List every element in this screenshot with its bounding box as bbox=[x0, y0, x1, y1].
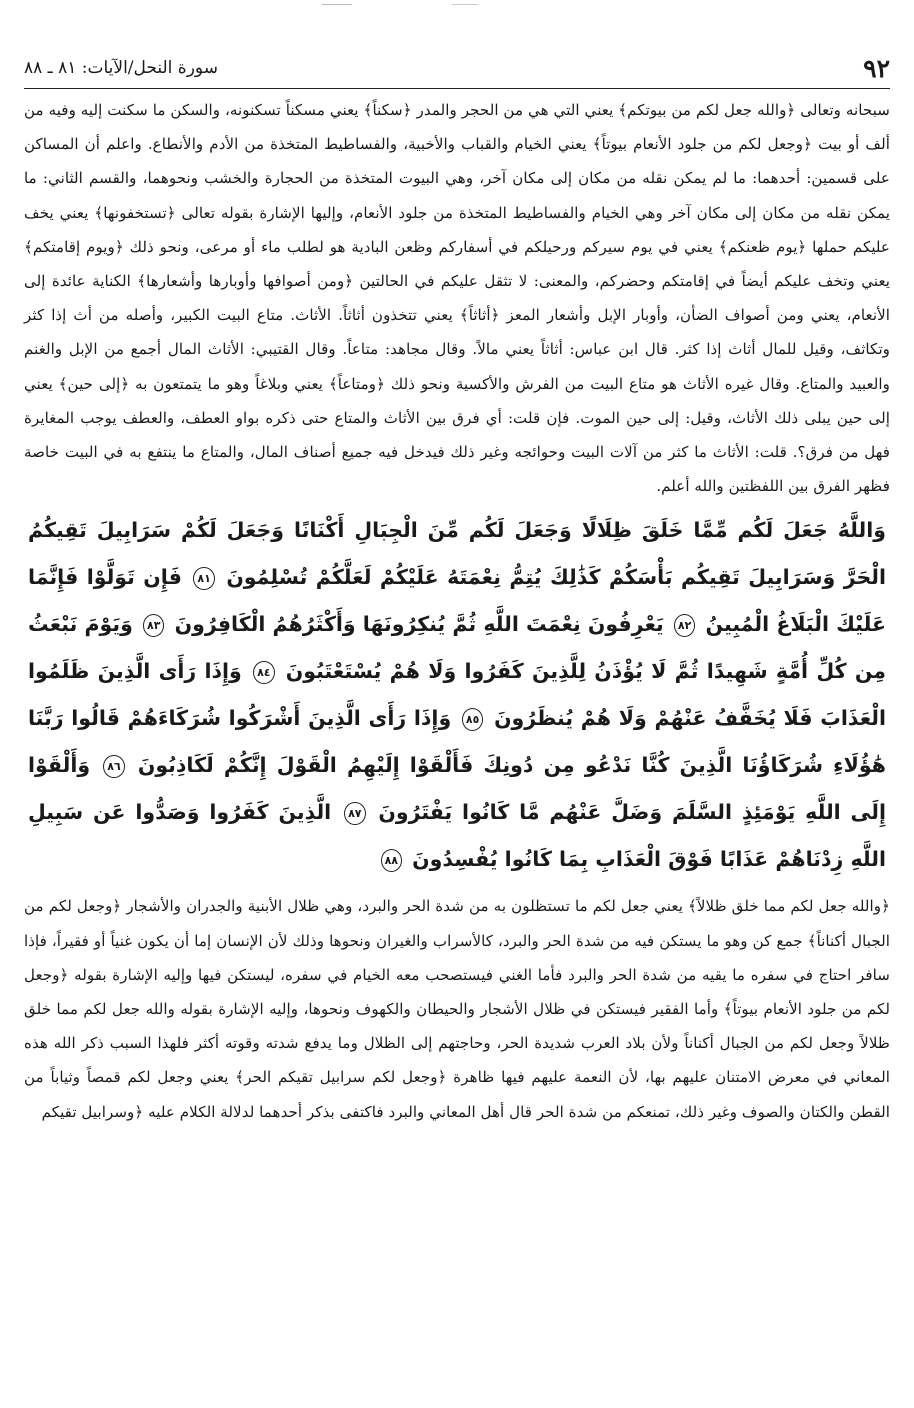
verse-text: وَاللَّهُ جَعَلَ لَكُم مِّمَّا خَلَقَ ظِلَالًا وَجَعَلَ لَكُم مِّنَ الْجِبَالِ أَكْنَانًا وَجَعَلَ لَكُمْ سَرَابِيلَ تَقِيكُمُ الْحَرَّ وَسَرَابِيلَ تَقِيكُم بَأْسَكُمْ كَذَٰلِكَ يُتِمُّ نِعْمَتَهُ عَلَيْكُمْ لَعَلَّكُمْ تُسْلِمُونَ bbox=[28, 518, 887, 590]
ayah-number-marker: ٨٨ bbox=[381, 849, 402, 872]
verse-text: وَإِذَا رَأَى الَّذِينَ ظَلَمُوا الْعَذَابَ فَلَا يُخَفَّفُ عَنْهُمْ وَلَا هُمْ يُنظَرُونَ bbox=[28, 659, 886, 731]
verse-text: فَإِن تَوَلَّوْا فَإِنَّمَا عَلَيْكَ الْبَلَاغُ الْمُبِينُ bbox=[28, 565, 886, 637]
ayah-number-marker: ٨٦ bbox=[103, 755, 124, 778]
page-number: ٩٢ bbox=[863, 54, 890, 83]
quran-verses-block bbox=[24, 507, 890, 883]
scan-mark bbox=[322, 4, 352, 5]
scan-mark bbox=[452, 4, 478, 5]
book-page bbox=[24, 48, 890, 1129]
ayah-number-marker: ٨٥ bbox=[462, 708, 483, 731]
ayah-number-marker: ٨٧ bbox=[344, 802, 365, 825]
verse-text: وَيَوْمَ نَبْعَثُ مِن كُلِّ أُمَّةٍ شَهِيدًا ثُمَّ لَا يُؤْذَنُ لِلَّذِينَ كَفَرُوا وَلَا هُمْ يُسْتَعْتَبُونَ bbox=[28, 612, 887, 684]
page-header bbox=[24, 48, 890, 89]
verse-text: وَأَلْقَوْا إِلَى اللَّهِ يَوْمَئِذٍ السَّلَمَ وَضَلَّ عَنْهُم مَّا كَانُوا يَفْتَرُونَ bbox=[28, 753, 887, 825]
ayah-number-marker: ٨٢ bbox=[674, 614, 695, 637]
ayah-number-marker: ٨٣ bbox=[143, 614, 164, 637]
commentary-paragraph-1: سبحانه وتعالى ﴿والله جعل لكم من بيوتكم﴾ يعني التي هي من الحجر والمدر ﴿سكناً﴾ يعني مسكناً تسكنونه، والسكن ما سكنت إليه وفيه من ألف أو بيت ﴿وجعل لكم من جلود الأنعام بيوتاً﴾ يعني الخيام والقباب والأخبية، والفساطيط المتخذة من الأدم والأنطاع. واعلم أن المساكن على قسمين: أحدهما: ما لم يمكن نقله من مكان إلى مكان آخر، وهي البيوت المتخذة من الحجارة والخشب ونحوهما، والقسم الثاني: ما يمكن نقله من مكان إلى مكان آخر وهي الخيام والفساطيط المتخذة من جلود الأنعام، وإليها الإشارة بقوله تعالى ﴿تستخفونها﴾ يعني يخف عليكم حملها ﴿يوم ظعنكم﴾ يعني في يوم سيركم ورحيلكم في أسفاركم وظعن البادية هو لطلب ماء أو مرعى، ونحو ذلك ﴿ويوم إقامتكم﴾ يعني وتخف عليكم أيضاً في إقامتكم وحضركم، والمعنى: لا تثقل عليكم في الحالتين ﴿ومن أصوافها وأوبارها وأشعارها﴾ الكناية عائدة إلى الأنعام، يعني ومن أصواف الضأن، وأوبار الإبل وأشعار المعز ﴿أثاثاً﴾ يعني تتخذون أثاثاً. الأثاث. متاع البيت الكبير، وأصله من أث إذا كثر وتكاثف، وقيل للمال أثاث إذا كثر. قال ابن عباس: أثاثاً يعني مالاً. وقال مجاهد: متاعاً. وقال القتيبي: الأثاث المال أجمع من الإبل والغنم والعبيد والمتاع. وقال غيره الأثاث هو متاع البيت من الفرش والأكسية ونحو ذلك ﴿ومتاعاً﴾ يعني وبلاغاً وهو ما يتمتعون به ﴿إلى حين﴾ يعني إلى حين يبلى ذلك الأثاث، وقيل: إلى حين الموت. فإن قلت: أي فرق بين الأثاث والمتاع حتى ذكره بواو العطف، والعطف يوجب المغايرة فهل من فرق؟. قلت: الأثاث ما كثر من آلات البيت وحوائجه وغير ذلك فيدخل فيه جميع أصناف المال، والمتاع ما ينتفع به في البيت خاصة فظهر الفرق بين اللفظتين والله أعلم. bbox=[24, 101, 891, 496]
ayah-number-marker: ٨٤ bbox=[253, 661, 274, 684]
running-title: سورة النحل/الآيات: ٨١ ـ ٨٨ bbox=[24, 58, 218, 78]
ayah-number-marker: ٨١ bbox=[193, 567, 214, 590]
verse-text: يَعْرِفُونَ نِعْمَتَ اللَّهِ ثُمَّ يُنكِرُونَهَا وَأَكْثَرُهُمُ الْكَافِرُونَ bbox=[174, 612, 664, 637]
verse-text: وَإِذَا رَأَى الَّذِينَ أَشْرَكُوا شُرَكَاءَهُمْ قَالُوا رَبَّنَا هَٰؤُلَاءِ شُرَكَاؤُنَا الَّذِينَ كُنَّا نَدْعُو مِن دُونِكَ فَأَلْقَوْا إِلَيْهِمُ الْقَوْلَ إِنَّكُمْ لَكَاذِبُونَ bbox=[28, 706, 886, 778]
verse-text: الَّذِينَ كَفَرُوا وَصَدُّوا عَن سَبِيلِ اللَّهِ زِدْنَاهُمْ عَذَابًا فَوْقَ الْعَذَابِ بِمَا كَانُوا يُفْسِدُونَ bbox=[28, 800, 886, 872]
commentary-paragraph-2: ﴿والله جعل لكم مما خلق ظلالاً﴾ يعني جعل لكم ما تستظلون به من شدة الحر والبرد، وهي ظلال الأبنية والجدران والأشجار ﴿وجعل لكم من الجبال أكناناً﴾ جمع كن وهو ما يستكن فيه من شدة الحر والبرد، كالأسراب والغيران ونحوها وذلك لأن الإنسان إما أن يكون غنياً أو فقيراً، فإذا سافر احتاج في سفره ما يقيه من شدة الحر والبرد فأما الغني فيستصحب معه الخيام في سفره، ليستكن فيها وإليه الإشارة بقوله ﴿وجعل لكم من جلود الأنعام بيوتاً﴾ وأما الفقير فيستكن في ظلال الأشجار والحيطان والكهوف ونحوها، وإليه الإشارة بقوله والله جعل لكم مما خلق ظلالاً وجعل لكم من الجبال أكناناً ولأن بلاد العرب شديدة الحر، وحاجتهم إلى الظلال وما يدفع شدته وقوته أكثر فلهذا السبب ذكر الله هذه المعاني في معرض الامتنان عليهم بها، لأن النعمة عليهم فيها ظاهرة ﴿وجعل لكم سرابيل تقيكم الحر﴾ يعني وجعل لكم قمصاً وثياباً من القطن والكتان والصوف وغير ذلك، تمنعكم من شدة الحر قال أهل المعاني والبرد فاكتفى بذكر أحدهما لدلالة الكلام عليه ﴿وسرابيل تقيكم bbox=[24, 897, 890, 1121]
